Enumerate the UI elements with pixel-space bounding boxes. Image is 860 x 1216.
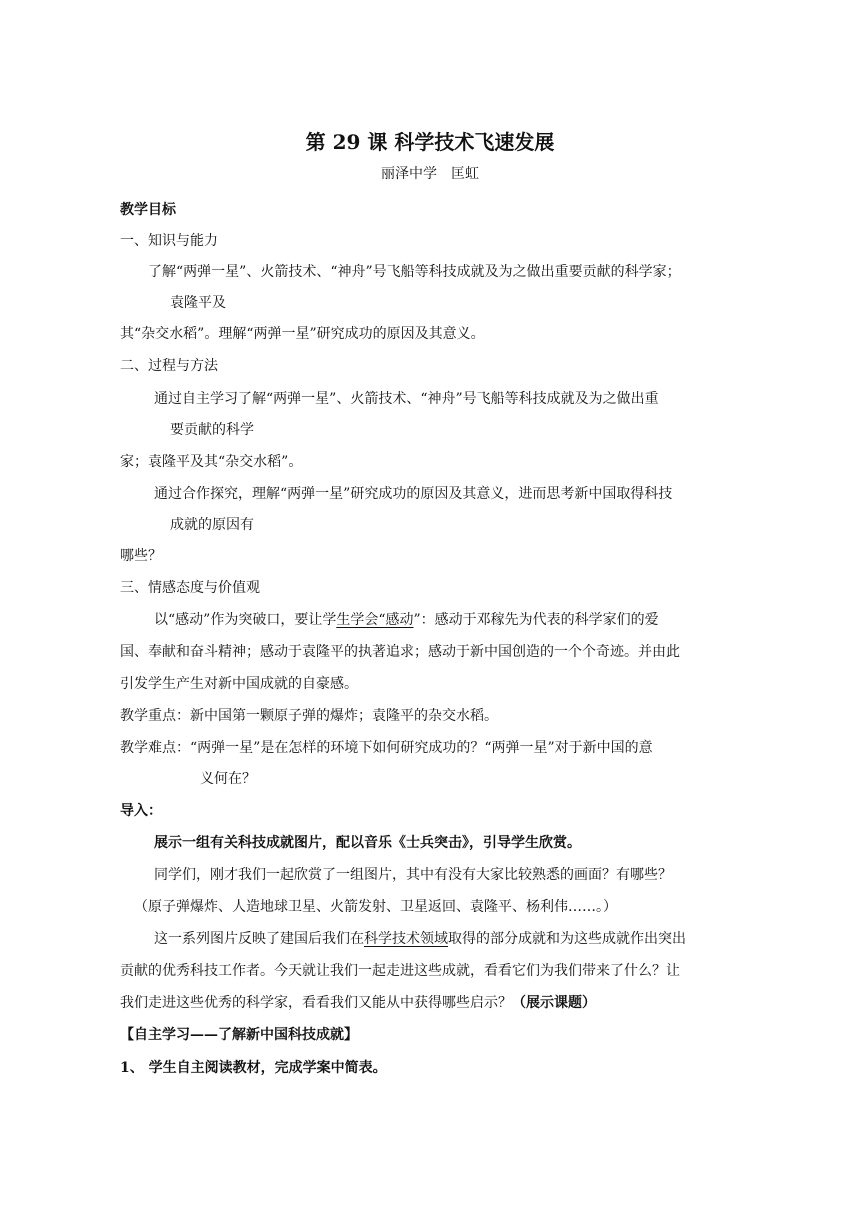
introduction-heading: 导入： <box>120 803 162 819</box>
difficulty-line-1: 教学难点：“两弹一星”是在怎样的环境下如何研究成功的？“两弹一星”对于新中国的意 <box>120 740 653 756</box>
intro-text: 这一系列图片反映了建国后我们在 <box>154 931 364 947</box>
introduction-paragraph-4-line-3 <box>120 993 596 1013</box>
key-point: 教学重点：新中国第一颗原子弹的爆炸；袁隆平的杂交水稻。 <box>120 708 498 724</box>
introduction-paragraph-4-line-1 <box>154 929 686 949</box>
section-2-paragraph-1-line-1: 通过自主学习了解“两弹一星”、火箭技术、“神舟”号飞船等科技成就及为之做出重 <box>154 391 659 407</box>
section-1-paragraph-line-1: 了解“两弹一星”、火箭技术、“神舟”号飞船等科技成就及为之做出重要贡献的科学家； <box>148 264 681 280</box>
section-2-paragraph-2-line-1: 通过合作探究，理解“两弹一星”研究成功的原因及其意义，进而思考新中国取得科技 <box>154 486 673 502</box>
introduction-paragraph-1: 展示一组有关科技成就图片，配以音乐《士兵突击》，引导学生欣赏。 <box>154 835 581 851</box>
section-3-paragraph-line-2: 国、奉献和奋斗精神；感动于袁隆平的执著追求；感动于新中国创造的一个个奇迹。并由此 <box>120 644 680 660</box>
intro-text: 取得的部分成就和为这些成就作出突出 <box>448 931 686 947</box>
teaching-goals-heading: 教学目标 <box>120 202 176 218</box>
section-1-paragraph-line-2: 袁隆平及 <box>170 295 226 311</box>
underlined-phrase: 科学技术领域 <box>364 931 448 947</box>
introduction-paragraph-3: （原子弹爆炸、人造地球卫星、火箭发射、卫星返回、袁隆平、杨利伟……。） <box>134 899 617 915</box>
section-3-paragraph-line-1 <box>154 610 659 630</box>
section-3-text: 以“感动”作为突破口，要让学 <box>154 612 337 628</box>
section-3-paragraph-line-3: 引发学生产生对新中国成就的自豪感。 <box>120 676 358 692</box>
lesson-title: 第 29 课 科学技术飞速发展 <box>305 130 555 154</box>
section-2-paragraph-1-line-2: 要贡献的科学 <box>170 422 254 438</box>
section-2-heading: 二、过程与方法 <box>120 358 218 374</box>
section-1-paragraph-line-3: 其“杂交水稻”。理解“两弹一星”研究成功的原因及其意义。 <box>120 326 485 342</box>
section-3-heading: 三、情感态度与价值观 <box>120 580 260 596</box>
intro-text: 我们走进这些优秀的科学家，看看我们又能从中获得哪些启示？ <box>120 995 512 1011</box>
self-study-heading: 【自主学习——了解新中国科技成就】 <box>120 1027 358 1043</box>
show-title-note: （展示课题） <box>512 995 596 1011</box>
step-1: 1、 学生自主阅读教材，完成学案中简表。 <box>120 1060 387 1076</box>
introduction-paragraph-2: 同学们，刚才我们一起欣赏了一组图片，其中有没有大家比较熟悉的画面？有哪些？ <box>154 867 672 883</box>
section-2-paragraph-2-line-2: 成就的原因有 <box>170 517 254 533</box>
introduction-paragraph-4-line-2: 贡献的优秀科技工作者。今天就让我们一起走进这些成就，看看它们为我们带来了什么？让 <box>120 963 680 979</box>
section-3-text: ”：感动于邓稼先为代表的科学家们的爱 <box>413 612 659 628</box>
author-line: 丽泽中学 匡虹 <box>381 166 479 182</box>
difficulty-line-2: 义何在？ <box>200 771 256 787</box>
underlined-phrase: 生学会“感动 <box>336 612 414 628</box>
section-1-heading: 一、知识与能力 <box>120 233 218 249</box>
section-2-paragraph-2-line-3: 哪些？ <box>120 548 162 564</box>
section-2-paragraph-1-line-3: 家；袁隆平及其“杂交水稻”。 <box>120 454 303 470</box>
